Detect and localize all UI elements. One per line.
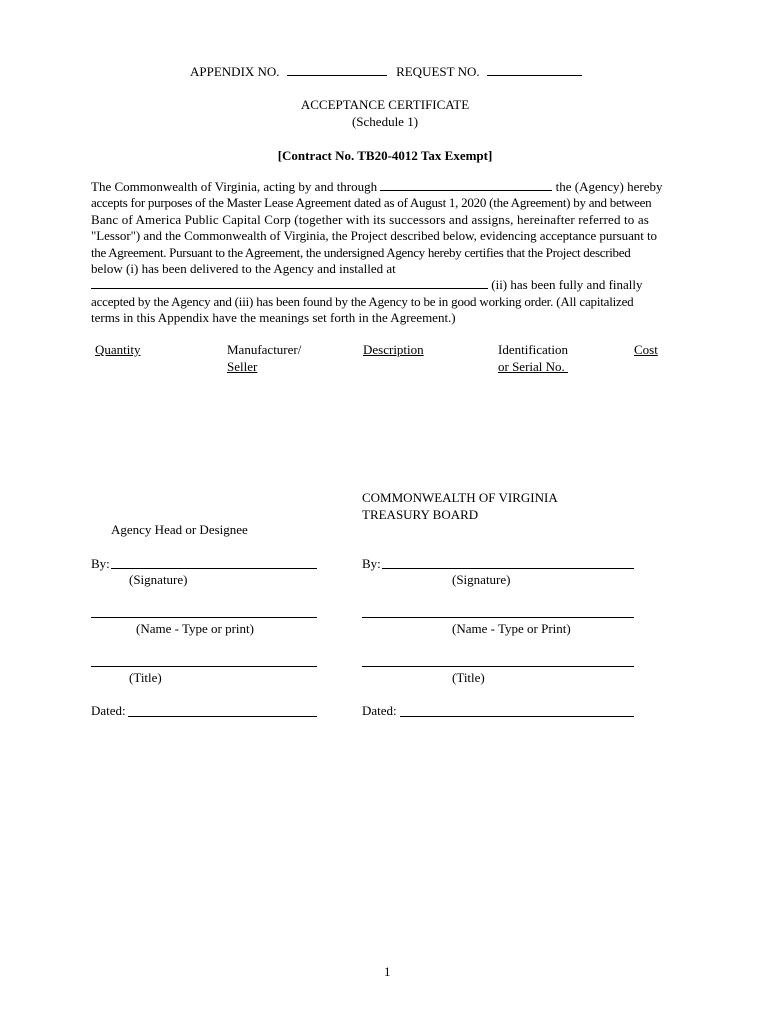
right-title-caption: (Title) (452, 670, 485, 685)
body-line-1: The Commonwealth of Virginia, acting by and through the (Agency) hereby (91, 179, 663, 194)
appendix-number-blank (287, 75, 387, 76)
header-line (190, 64, 582, 80)
left-title-caption: (Title) (129, 670, 162, 685)
left-by-label: By: (91, 556, 110, 571)
body-line-6: below (i) has been delivered to the Agency and installed at (91, 261, 396, 277)
col-identification: Identification or Serial No. (498, 342, 569, 374)
body-paragraph (91, 179, 686, 327)
col-description: Description (363, 342, 424, 357)
request-label: REQUEST NO. (396, 64, 480, 79)
body-line-3: Banc of America Public Capital Corp (together with its successors and assigns, hereinafter referred to as (91, 211, 649, 227)
right-dated-label: Dated: (362, 703, 397, 718)
body-line-5: the Agreement. Pursuant to the Agreement, the undersigned Agency hereby certifies that the Project described (91, 244, 631, 260)
left-name-line[interactable] (91, 617, 317, 618)
contract-number: [Contract No. TB20-4012 Tax Exempt] (277, 148, 493, 163)
left-dated-label: Dated: (91, 703, 126, 718)
body-line-2: accepts for purposes of the Master Lease Agreement dated as of August 1, 2020 (the Agreement) by and between (91, 195, 652, 211)
body-line-7: (ii) has been fully and finally (91, 277, 686, 293)
right-name-line[interactable] (362, 617, 634, 618)
certificate-subtitle: (Schedule 1) (351, 114, 419, 129)
certificate-title: ACCEPTANCE CERTIFICATE (300, 97, 470, 112)
body-line-9: terms in this Appendix have the meanings set forth in the Agreement.) (91, 310, 456, 326)
col-manufacturer: Manufacturer/ Seller (227, 342, 302, 374)
location-blank (91, 288, 488, 289)
left-name-caption: (Name - Type or print) (136, 621, 254, 636)
right-by-label: By: (362, 556, 381, 571)
body-line-4: "Lessor") and the Commonwealth of Virginia, the Project described below, evidencing acceptance pursuant to (91, 228, 658, 244)
right-signature-line[interactable] (382, 568, 634, 569)
right-dated-line[interactable] (400, 716, 634, 717)
agency-name-blank (380, 190, 552, 191)
body-line-8: accepted by the Agency and (iii) has been found by the Agency to be in good working order. (All capitalized (91, 293, 634, 309)
left-dated-line[interactable] (128, 716, 317, 717)
col-quantity: Quantity (95, 342, 141, 357)
right-name-caption: (Name - Type or Print) (452, 621, 571, 636)
left-signature-line[interactable] (111, 568, 317, 569)
right-title-line[interactable] (362, 666, 634, 667)
agency-head-heading: Agency Head or Designee (111, 522, 248, 537)
treasury-board-heading: COMMONWEALTH OF VIRGINIA TREASURY BOARD (362, 490, 558, 522)
left-title-line[interactable] (91, 666, 317, 667)
right-signature-caption: (Signature) (452, 572, 511, 587)
left-signature-caption: (Signature) (129, 572, 188, 587)
request-number-blank (487, 75, 582, 76)
appendix-label: APPENDIX NO. (190, 64, 280, 79)
page-number: 1 (384, 964, 391, 979)
col-cost: Cost (634, 342, 658, 357)
